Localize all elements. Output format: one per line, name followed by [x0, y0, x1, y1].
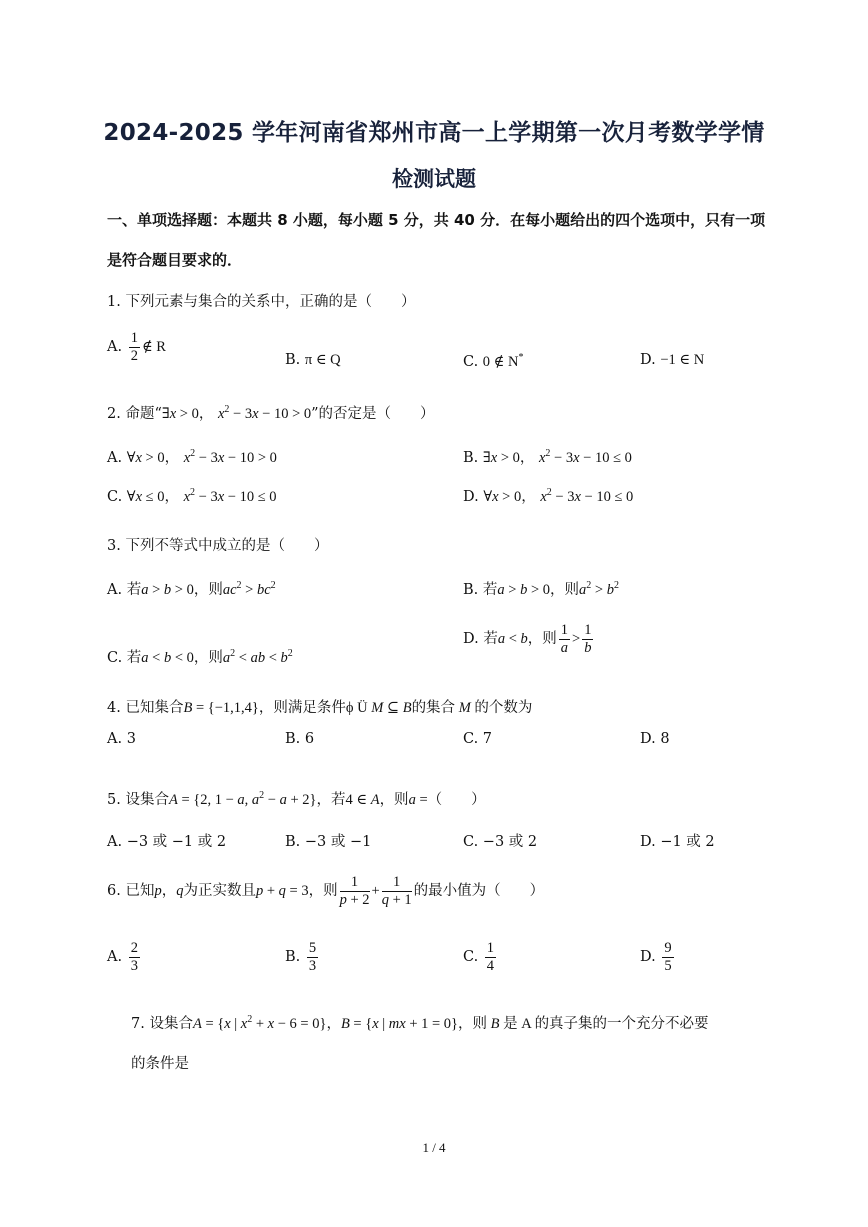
q3-option-c: C. 若a < b < 0，则$a^2$ < ab < $b^2$	[107, 648, 293, 666]
section-header-line2: 是符合题目要求的．	[107, 251, 243, 269]
q3-option-a: A. 若a > b > 0，则$ac^2 > bc^2$	[107, 580, 276, 598]
question-7-line2: 的条件是	[131, 1056, 189, 1072]
page-number: 1 / 4	[422, 1140, 446, 1155]
q5-option-d: D. −1 或 2	[640, 834, 715, 850]
q5-option-a: A. −3 或 −1 或 2	[107, 834, 227, 850]
q2-option-b: B. ∃x > 0， $x^2 - 3x - 10 \le 0$	[463, 448, 632, 466]
question-4-stem: 4. 已知集合B = {−1,1,4}，则满足条件ϕ Ü M ⊆ B的集合 M 的个数为	[107, 700, 533, 716]
q5-option-b: B. −3 或 −1	[285, 834, 372, 850]
question-5-stem: 5. 设集合A = {2, 1 − a, $a^2 - a + 2$}，若4 ∈ A，则a =（ ）	[107, 790, 486, 808]
q4-option-a: A. 3	[107, 731, 136, 747]
q6-option-a: A. $\frac{2}{3}$	[107, 940, 138, 974]
q2-option-c: C. ∀x ≤ 0， $x^2 - 3x - 10 \le 0$	[107, 487, 277, 505]
q2-option-a: A. ∀x > 0， $x^2 - 3x - 10 > 0$	[107, 448, 277, 466]
q6-option-d: D. $\frac{9}{5}$	[640, 940, 672, 974]
q3-option-d: D. 若a < b，则 $\frac{1}{a}$ > $\frac{1}{b}$	[463, 622, 592, 656]
q4-option-c: C. 7	[463, 731, 493, 747]
q1-option-c: C. 0 ∉ N*	[463, 352, 524, 370]
question-7-stem: 7. 设集合A = {x | $x^2 + x - 6 = 0$}，B = {x | mx + 1 = 0}，则 B 是 A 的真子集的一个充分不必要	[131, 1014, 709, 1032]
q6-option-c: C. $\frac{1}{4}$	[463, 940, 495, 974]
q1-option-b: B. π ∈ Q	[285, 352, 341, 368]
q2-option-d: D. ∀x > 0， $x^2 - 3x - 10 \le 0$	[463, 487, 634, 505]
question-3-stem: 3. 下列不等式中成立的是（ ）	[107, 538, 329, 554]
section-header-line1: 一、单项选择题：本题共 8 小题，每小题 5 分，共 40 分．在每小题给出的四个选项中，只有一项	[107, 211, 766, 229]
q4-option-d: D. 8	[640, 731, 670, 747]
q3-option-b: B. 若a > b > 0，则$a^2 > b^2$	[463, 580, 619, 598]
q1-option-d: D. −1 ∈ N	[640, 352, 705, 368]
doc-title-line1: 2024-2025 学年河南省郑州市高一上学期第一次月考数学学情	[103, 120, 765, 146]
doc-title-line2: 检测试题	[392, 167, 476, 191]
q5-option-c: C. −3 或 2	[463, 834, 538, 850]
question-2-stem: 2. 命题“∃x > 0， $x^2 - 3x - 10 > 0$”的否定是（ ）	[107, 404, 435, 422]
q6-option-b: B. $\frac{5}{3}$	[285, 940, 317, 974]
q1-option-a: A. $\frac{1}{2}$ ∉ R	[107, 330, 166, 364]
question-6-stem: 6. 已知p，q为正实数且p + q = 3，则 $\frac{1}{p + 2}$ + $\frac{1}{q + 1}$ 的最小值为（ ）	[107, 874, 545, 908]
question-1-stem: 1. 下列元素与集合的关系中，正确的是（ ）	[107, 294, 416, 310]
q4-option-b: B. 6	[285, 731, 315, 747]
